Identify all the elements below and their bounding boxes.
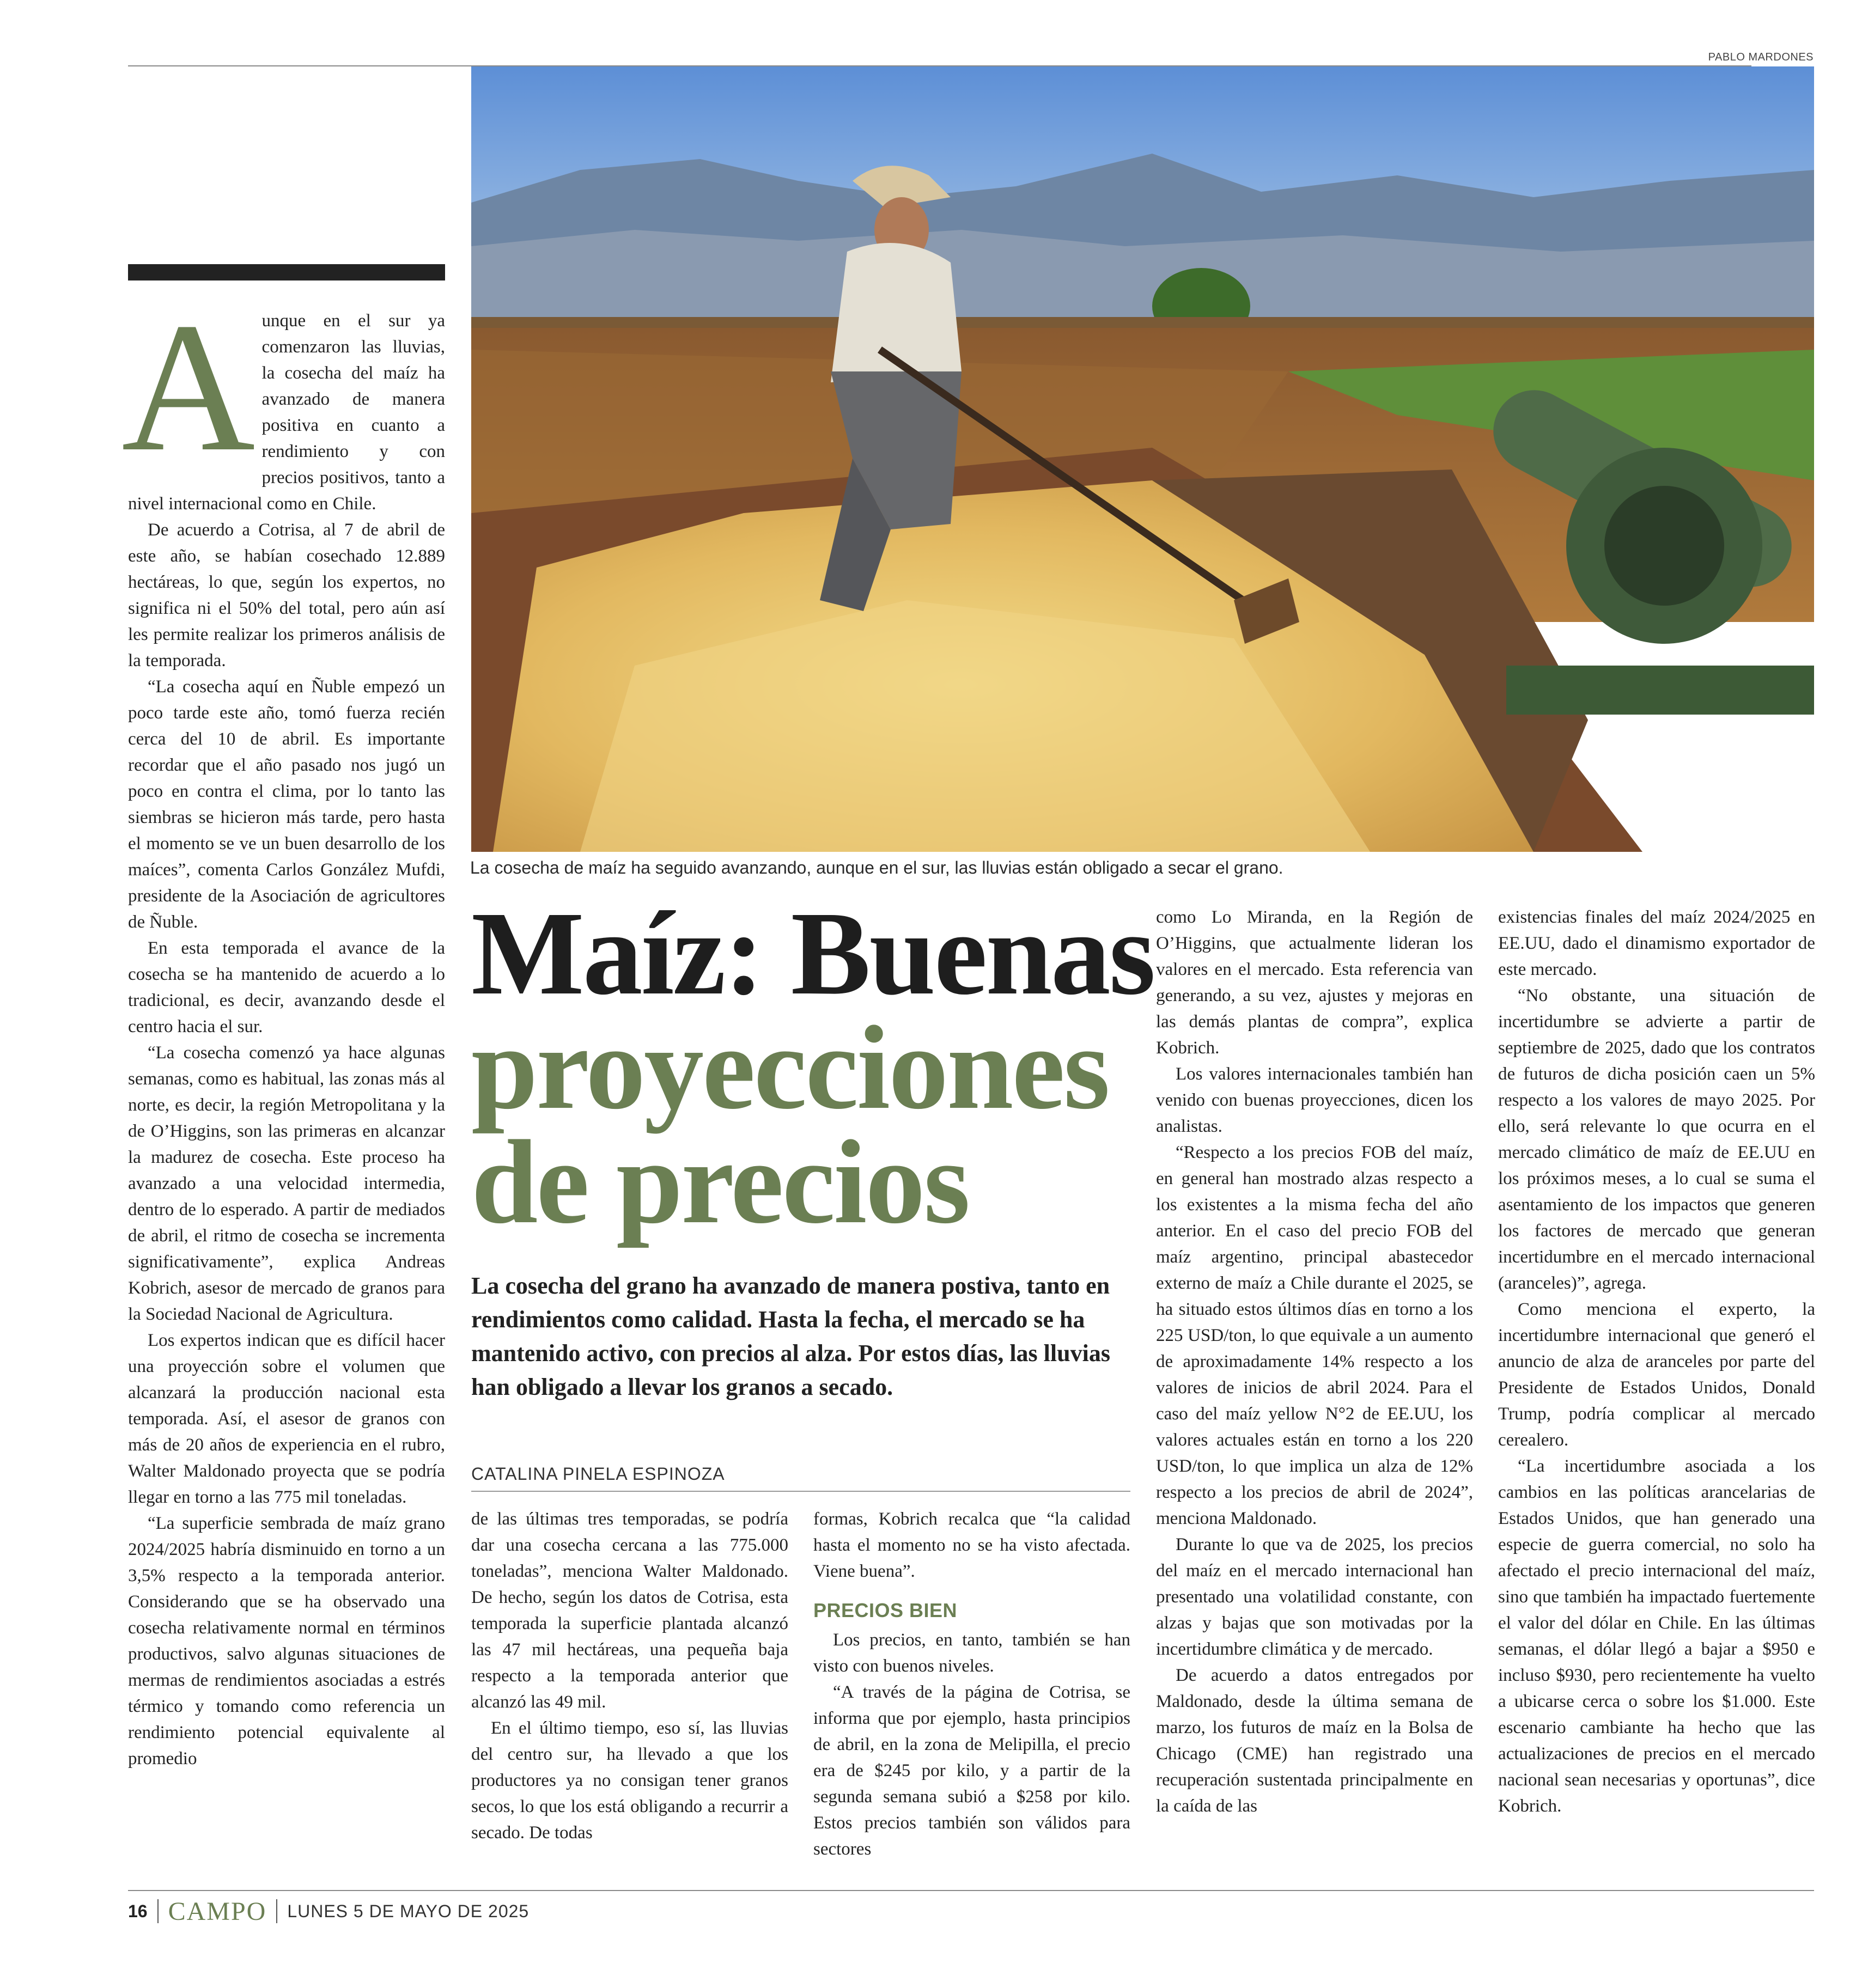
paragraph: Los expertos indican que es difícil hacer una proyección sobre el volumen que alcanzará la producción nacional esta temporada. Así, el asesor de granos con más de 20 años de experiencia en el rubro, Walter Maldonado proyecta que se podría llegar en torno a las 775 mil toneladas. — [128, 1331, 445, 1507]
footer-divider — [276, 1899, 277, 1923]
headline-line-2: proyecciones — [471, 1001, 1109, 1134]
dek: La cosecha del grano ha avanzado de manera postiva, tanto en rendimientos como calidad. Hasta la fecha, el mercado se ha mantenido activo, con precios al alza. Por estos días, las lluvias han obligado a llevar los granos a secado. — [471, 1272, 1110, 1400]
photo-credit: PABLO MARDONES — [1708, 51, 1814, 63]
paragraph: “La incertidumbre asociada a los cambios en las políticas arancelarias de Estados Unidos, que han generado una especie de guerra comercial, no solo ha afectado el precio internacional del maíz, sino que también ha impactado fuertemente el valor del dólar en Chile. En las últimas semanas, el dólar llegó a bajar a $950 e incluso $930, pero recientemente ha vuelto a ubicarse cerca o sobre los $1.000. Este escenario cambiante ha hecho que las actualizaciones de precios en el mercado nacional sean necesarias y oportunas”, dice Kobrich. — [1498, 1456, 1815, 1816]
paragraph: De acuerdo a datos entregados por Maldonado, desde la última semana de marzo, los futuros de maíz en la Bolsa de Chicago (CME) han registrado una recuperación sustentada principalmente en la caída de las — [1156, 1666, 1473, 1816]
decorative-bar — [128, 264, 445, 280]
subheading: PRECIOS BIEN — [813, 1599, 958, 1621]
paragraph: En el último tiempo, eso sí, las lluvias del centro sur, ha llevado a que los productores ya no consigan tener granos secos, lo que los está obligando a recurrir a secado. De todas — [471, 1718, 788, 1843]
headline-line-1: Maíz: Buenas — [471, 887, 1154, 1020]
article-column-3 — [813, 1506, 1130, 1862]
article-column-5 — [1498, 904, 1815, 1819]
paragraph: “Respecto a los precios FOB del maíz, en general han mostrado alzas respecto a los existentes a la misma fecha del año anterior. En el caso del precio FOB del maíz argentino, principal abastecedor externo de maíz a Chile durante el 2025, se ha situado estos últimos días en torno a los 225 USD/ton, lo que equivale a un aumento de aproximadamente 14% respecto a los valores de inicios de abril 2024. Para el caso del maíz yellow N°2 de EE.UU, los valores actuales están en torno a los 220 USD/ton, lo que implica un alza de 12% respecto a los precios de abril de 2024”, menciona Maldonado. — [1156, 1143, 1473, 1528]
article-column-1 — [121, 284, 445, 1772]
paragraph: Como menciona el experto, la incertidumbre internacional que generó el anuncio de alza de aranceles por parte del Presidente de Estados Unidos, Donald Trump, podría complicar al mercado cerealero. — [1498, 1300, 1815, 1450]
paragraph: “A través de la página de Cotrisa, se informa que por ejemplo, hasta principios de abril, en la zona de Melipilla, el precio era de $245 por kilo, y a partir de la segunda semana subió a $258 por kilo. Estos precios también son válidos para sectores — [813, 1682, 1130, 1859]
section-name: CAMPO — [168, 1896, 267, 1926]
paragraph: “No obstante, una situación de incertidumbre se advierte a partir de septiembre de 2025, dado que los contratos de futuros de dicha posición caen un 5% respecto a los valores de mayo 2025. Por ello, será relevante lo que ocurra en el mercado climático de maíz de EE.UU en los próximos meses, a lo cual se suma el asentamiento de los impactos que generen los factores de mercado que generan incertidumbre en el mercado internacional (aranceles)”, agrega. — [1498, 986, 1815, 1293]
paragraph: De acuerdo a Cotrisa, al 7 de abril de este año, se habían cosechado 12.889 hectáreas, lo que, según los expertos, no significa ni el 50% del total, pero aún así les permite realizar los primeros análisis de la temporada. — [128, 520, 445, 670]
footer-divider — [157, 1899, 159, 1923]
byline-rule — [471, 1491, 1130, 1492]
paragraph: “La superficie sembrada de maíz grano 2024/2025 habría disminuido en torno a un 3,5% respecto a la temporada anterior. Considerando que se ha observado una cosecha relativamente normal en términos productivos, salvo algunas situaciones de mermas de rendimientos asociadas a estrés térmico y tomando como referencia un rendimiento potencial equivalente al promedio — [128, 1514, 445, 1769]
paragraph: “La cosecha aquí en Ñuble empezó un poco tarde este año, tomó fuerza recién cerca del 10 de abril. Es importante recordar que el año pasado nos jugó un poco en contra el clima, por lo tanto las siembras se hicieron más tarde, pero hasta el momento se ve un buen desarrollo de los maíces”, comenta Carlos González Mufdi, presidente de la Asociación de agricultores de Ñuble. — [128, 677, 445, 932]
paragraph: Los precios, en tanto, también se han visto con buenos niveles. — [813, 1630, 1130, 1676]
byline: CATALINA PINELA ESPINOZA — [471, 1464, 725, 1484]
lead-paragraph: Aunque en el sur ya comenzaron las lluvias, la cosecha del maíz ha avanzado de manera positiva en cuanto a rendimiento y con precios positivos, tanto a nivel internacional como en Chile. — [121, 284, 445, 514]
article-photo — [471, 66, 1814, 852]
paragraph: Los valores internacionales también han venido con buenas proyecciones, dicen los analistas. — [1156, 1064, 1473, 1136]
page-footer — [128, 1898, 529, 1925]
headline-line-3: de precios — [471, 1115, 969, 1248]
drop-cap: A — [121, 284, 255, 490]
paragraph: formas, Kobrich recalca que “la calidad hasta el momento no se ha visto afectada. Viene buena”. — [813, 1509, 1130, 1581]
page-number: 16 — [128, 1901, 148, 1921]
paragraph: “La cosecha comenzó ya hace algunas semanas, como es habitual, las zonas más al norte, es decir, la región Metropolitana y la de O’Higgins, son las primeras en alcanzar la madurez de cosecha. Este proceso ha avanzado a una velocidad intermedia, dentro de lo esperado. A partir de mediados de abril, el ritmo de cosecha se incrementa significativamente”, explica Andreas Kobrich, asesor de mercado de granos para la Sociedad Nacional de Agricultura. — [128, 1043, 445, 1324]
issue-date: LUNES 5 DE MAYO DE 2025 — [287, 1901, 530, 1921]
bottom-rule — [128, 1890, 1814, 1891]
paragraph: Durante lo que va de 2025, los precios del maíz en el mercado internacional han presentado una volatilidad constante, con alzas y bajas que son motivadas por la incertidumbre climática y de mercado. — [1156, 1535, 1473, 1659]
article-column-4 — [1156, 904, 1473, 1819]
headline — [471, 887, 1154, 1248]
photo-caption: La cosecha de maíz ha seguido avanzando, aunque en el sur, las lluvias están obligado a secar el grano. — [470, 858, 1283, 877]
paragraph: existencias finales del maíz 2024/2025 en EE.UU, dado el dinamismo exportador de este mercado. — [1498, 907, 1815, 979]
article-column-2 — [471, 1506, 788, 1846]
paragraph: En esta temporada el avance de la cosecha se ha mantenido de acuerdo a lo tradicional, es decir, avanzando desde el centro hacia el sur. — [128, 938, 445, 1036]
paragraph: de las últimas tres temporadas, se podría dar una cosecha cercana a las 775.000 toneladas”, menciona Walter Maldonado. De hecho, según los datos de Cotrisa, esta temporada la superficie plantada alcanzó las 47 mil hectáreas, una pequeña baja respecto a la temporada anterior que alcanzó las 49 mil. — [471, 1509, 788, 1712]
corn-harvest-illustration — [471, 66, 1814, 852]
paragraph: como Lo Miranda, en la Región de O’Higgins, que actualmente lideran los valores en el mercado. Esta referencia van generando, a su vez, ajustes y mejoras en las demás plantas de compra”, explica Kobrich. — [1156, 907, 1473, 1058]
